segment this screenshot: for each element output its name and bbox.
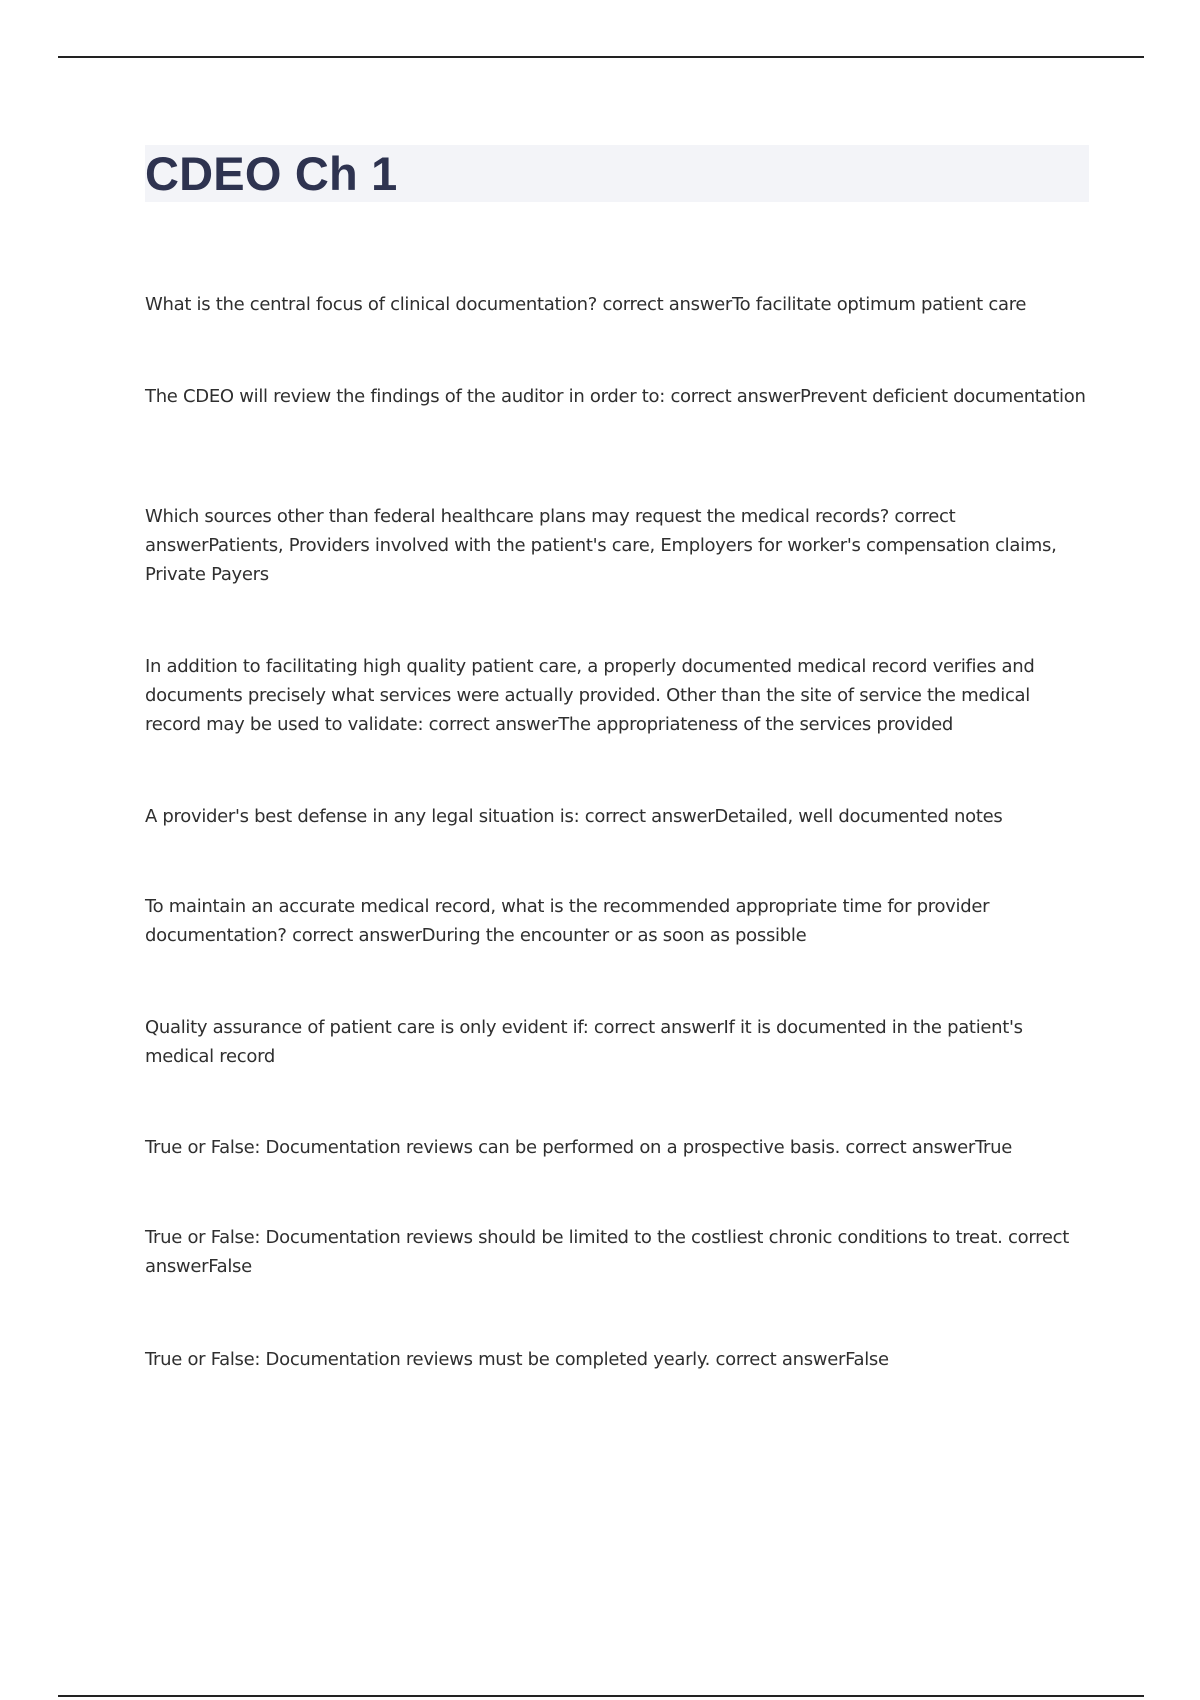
qa-item-8: True or False: Documentation reviews can be performed on a prospective basis. correct answerTrue xyxy=(145,1137,1013,1158)
qa-item-4: In addition to facilitating high quality patient care, a properly documented medical record verifies and documents precisely what services were actually provided. Other than the site of service the medical record may be used to validate: correct answerThe appropriateness of the services provided xyxy=(145,656,1035,735)
qa-item-7: Quality assurance of patient care is only evident if: correct answerIf it is documented in the patient's medical record xyxy=(145,1017,1023,1067)
qa-item-10: True or False: Documentation reviews must be completed yearly. correct answerFalse xyxy=(145,1349,889,1370)
qa-item-9: True or False: Documentation reviews should be limited to the costliest chronic conditions to treat. correct answerFalse xyxy=(145,1227,1069,1277)
bottom-rule xyxy=(58,1695,1144,1697)
qa-item-1: What is the central focus of clinical documentation? correct answerTo facilitate optimum patient care xyxy=(145,294,1027,315)
qa-item-5: A provider's best defense in any legal situation is: correct answerDetailed, well documented notes xyxy=(145,806,1003,827)
top-rule xyxy=(58,56,1144,58)
qa-item-6: To maintain an accurate medical record, what is the recommended appropriate time for provider documentation? correct answerDuring the encounter or as soon as possible xyxy=(145,896,990,946)
qa-item-3: Which sources other than federal healthcare plans may request the medical records? correct answerPatients, Providers involved with the patient's care, Employers for worker's compensation claims, Private Payers xyxy=(145,506,1057,585)
qa-item-2: The CDEO will review the findings of the auditor in order to: correct answerPrevent deficient documentation xyxy=(145,386,1086,407)
page-title: CDEO Ch 1 xyxy=(145,147,398,200)
